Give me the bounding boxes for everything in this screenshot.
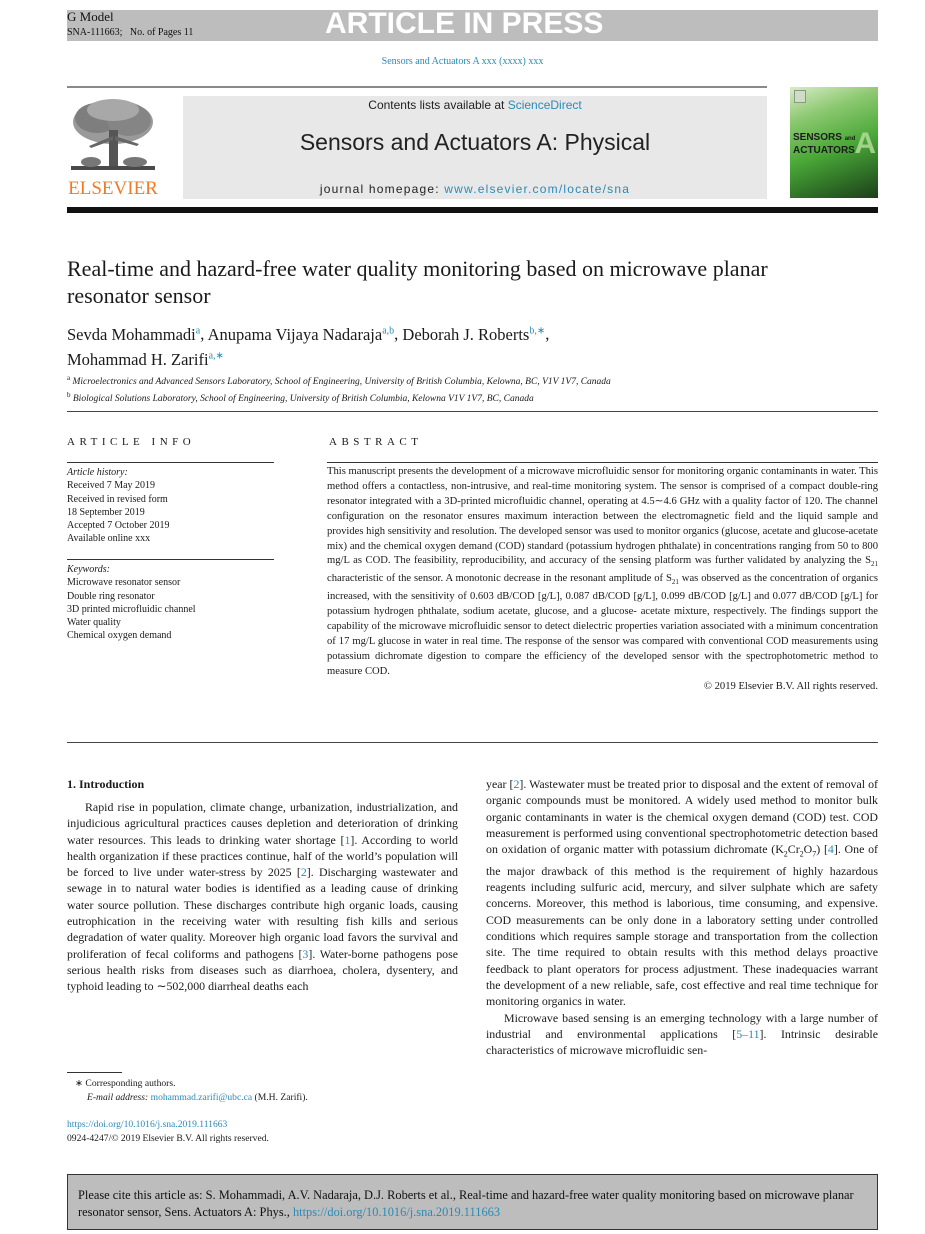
cover-logo-icon: [794, 90, 806, 103]
issn-copyright: 0924-4247/© 2019 Elsevier B.V. All rights reserved.: [67, 1133, 269, 1144]
g-model-label: G Model: [67, 9, 114, 24]
keyword-item: Double ring resonator: [67, 590, 155, 602]
body-column-left: [67, 799, 458, 995]
citation-link[interactable]: 5–11: [736, 1026, 760, 1041]
article-info-rule: [67, 462, 274, 463]
author-affiliation-mark[interactable]: b,∗: [529, 325, 546, 336]
abstract-text: This manuscript presents the development of a microwave microfluidic sensor for monitoring organic contaminants in water. This method offers a contactless, non-intrusive, and real-time monitoring system. The sensor is comprised of a compact double-ring resonator integrated with a 3D-printed microfluidic channel, operating at 4.5∼4.6 GHz with a quality factor of 120. The channel configuration on the resonator ensures maximum interaction between the electromagnetic field and the liquid sample and provides high sensitivity and resolution. The developed sensor was used to monitor organics (glucose, acetate and glucose-acetate mix) and the chemical oxygen demand (COD) standard (potassium hydrogen phthalate) in concentrations ranging from 50 to 800 mg/L as COD. The feasibility, reproducibility, and accuracy of the sensing platform was further validated by analyzing the $S_{21}$ characteristic of the sensor. A monotonic decrease in the resonant amplitude of $S_{21}$ was observed as the concentration of organics increased, with the sensitivity of 0.603 dB/COD [g/L], 0.087 dB/COD [g/L], 0.099 dB/COD [g/L] and 0.077 dB/COD [g/L] for potassium hydrogen phthalate, sodium acetate, glucose, and a glucose- acetate mixture, respectively. The findings support the capability of the microwave microfluidic sensor to detect dielectric properties variation associated with a minimum concentration of 17 mg/L glucose in water in real time. The response of the sensor was compared with conventional COD measurements using potassium dichromate digestion to compare the efficiency of the developed sensor with the spectrophotometric method to measure COD. © 2019 Elsevier B.V. All rights reserved.: [327, 465, 878, 695]
journal-masthead: [183, 96, 767, 199]
abstract-divider: [67, 742, 878, 743]
email-line: E-mail address: mohammad.zarifi@ubc.ca (M.H. Zarifi).: [87, 1091, 308, 1103]
elsevier-logo[interactable]: [67, 96, 159, 200]
abstract-copyright: © 2019 Elsevier B.V. All rights reserved.: [703, 680, 878, 692]
author-affiliation-mark[interactable]: a,∗: [208, 350, 224, 362]
citation-link[interactable]: 3: [302, 946, 309, 961]
history-item: Available online xxx: [67, 533, 151, 545]
corresponding-authors-note: ∗ Corresponding authors.: [75, 1078, 176, 1089]
author[interactable]: Mohammad H. Zarifi$^{a,∗}$: [67, 350, 224, 369]
citation-box: [67, 1174, 878, 1230]
contents-available-line: Contents lists available at ScienceDirect: [368, 98, 582, 112]
keyword-item: Water quality: [67, 617, 121, 629]
intro-paragraph: Microwave based sensing is an emerging technology with a large number of industrial and environmental applications [5–11]. Intrinsic desirable characteristics of microwave microfluidic sen-: [486, 1010, 879, 1058]
section-heading-introduction: 1. Introduction: [67, 777, 145, 791]
citation-link[interactable]: 2: [300, 865, 307, 880]
author-list: Sevda Mohammadi$^a$, Anupama Vijaya Nadaraja$^{a,b}$, Deborah J. Roberts$^{b,∗}$, Mohammad H. Zarifi$^{a,∗}$: [67, 324, 550, 369]
email-link[interactable]: mohammad.zarifi@ubc.ca: [150, 1091, 253, 1103]
footnotes: [67, 1077, 467, 1104]
article-history: [67, 466, 277, 546]
citation-doi-link[interactable]: https://doi.org/10.1016/j.sna.2019.111663: [292, 1205, 501, 1219]
masthead-top-rule: [67, 86, 767, 88]
history-item: Received 7 May 2019: [67, 480, 156, 492]
affiliation-a: $^a$ Microelectronics and Advanced Sensors Laboratory, School of Engineering, University of British Columbia, Kelowna, BC, V1V 1V7, Canada: [67, 374, 611, 388]
author[interactable]: Anupama Vijaya Nadaraja$^{a,b}$: [207, 324, 395, 344]
page-count: No. of Pages 11: [129, 27, 194, 38]
citation-text: Please cite this article as: S. Mohammadi, A.V. Nadaraja, D.J. Roberts et al., Real-time and hazard-free water quality monitoring based on microwave planar resonator sensor, Sens. Actuators A: Phys., https://doi.org/10.1016/j.sna.2019.111663: [78, 1188, 854, 1219]
affiliations: [67, 372, 887, 406]
paper-title: Real-time and hazard-free water quality monitoring based on microwave planar resonator sensor: [67, 256, 768, 308]
citation-link[interactable]: 1: [344, 832, 351, 847]
author[interactable]: Sevda Mohammadi$^a$: [67, 324, 201, 344]
cover-title: SENSORS and ACTUATORS: [793, 132, 856, 156]
keyword-item: Microwave resonator sensor: [67, 577, 181, 589]
doi-link[interactable]: https://doi.org/10.1016/j.sna.2019.111663: [67, 1119, 228, 1130]
keyword-item: Chemical oxygen demand: [67, 630, 172, 642]
keywords: [67, 563, 277, 643]
history-item: Received in revised form: [67, 493, 168, 505]
elsevier-tree-icon: [69, 96, 157, 178]
author-affiliation-mark[interactable]: a,b: [382, 325, 395, 336]
citation-link[interactable]: 4: [827, 842, 834, 857]
abstract-heading: ABSTRACT: [329, 436, 423, 448]
header-divider: [67, 411, 878, 412]
keywords-label: Keywords:: [67, 564, 110, 575]
history-item: 18 September 2019: [67, 506, 145, 518]
journal-cover-image[interactable]: [790, 87, 878, 198]
masthead-bottom-rule: [67, 207, 878, 213]
body-column-right: [486, 776, 878, 1058]
article-history-label: Article history:: [67, 467, 128, 478]
article-in-press-label: ARTICLE IN PRESS: [325, 7, 604, 40]
keywords-rule: [67, 559, 274, 560]
history-item: Accepted 7 October 2019: [67, 520, 170, 532]
article-id: SNA-111663;: [67, 27, 123, 38]
footnote-rule: [67, 1072, 122, 1073]
author[interactable]: Deborah J. Roberts$^{b,∗}$: [402, 324, 546, 344]
article-id-line: [67, 26, 193, 39]
keyword-item: 3D printed microfluidic channel: [67, 603, 196, 615]
elsevier-wordmark: ELSEVIER: [68, 178, 158, 199]
article-info-heading: ARTICLE INFO: [67, 436, 196, 448]
journal-homepage-link[interactable]: www.elsevier.com/locate/sna: [444, 182, 631, 196]
cover-letter: A: [854, 127, 876, 160]
intro-paragraph-continued: year [2]. Wastewater must be treated prior to disposal and the extent of removal of organic compounds must be monitored. A widely used method to monitor bulk organic contaminants in water is the chemical oxygen demand (COD) test. COD measurement is performed using conventional spectrophotometric detection based on oxidation of organic matter with potassium dichromate $(K_2Cr_2O_7)$ [4]. One of the major drawback of this method is the requirement of highly hazardous reagents including sulfuric acid, mercury, and silver sulphate which are safety concerns. Moreover, this method is laborious, time consuming, and expensive. COD measurements can be only done in a laboratory setting under controlled conditions which requires sample storage and transportation from the collection site. The time required to obtain results with this method delays proactive feedback to plant operators for process adjustment. These inadequacies warrant the development of a new reliable, safe, cost effective and real time technique for monitoring organics in water.: [486, 777, 878, 1009]
intro-paragraph: Rapid rise in population, climate change, urbanization, industrialization, and injudicious agricultural practices causes depletion and deterioration of drinking water resources. This leads to drinking water shortage [1]. According to world health organization if these practices continue, half of the world’s population will be forced to live under water-stress by 2025 [2]. Discharging wastewater and sewage in to natural water bodies is identified as a leading cause of drinking water source pollution. These discharges contribute high organic loads, causing eutrophication in the receiving water with resulting fish kills and serious degradation of water quality. Moreover high organic load favors the survival and proliferation of fecal coliforms and pathogens [3]. Water-borne pathogens pose serious health risks from diseases such as diarrhoea, cholera, dysentery, and typhoid leading to ∼502,000 diarrheal deaths each: [67, 800, 458, 994]
journal-homepage-line: journal homepage: www.elsevier.com/locate/sna: [319, 182, 631, 196]
abstract-rule: [327, 462, 878, 463]
citation-link[interactable]: 2: [513, 777, 520, 791]
author-affiliation-mark[interactable]: a: [195, 325, 201, 336]
journal-reference-link[interactable]: Sensors and Actuators A xxx (xxxx) xxx: [381, 56, 544, 67]
affiliation-b: $^b$ Biological Solutions Laboratory, School of Engineering, University of British Columbia, Kelowna V1V 1V7, BC, Canada: [67, 391, 534, 405]
journal-title: Sensors and Actuators A: Physical: [299, 129, 651, 155]
sciencedirect-link[interactable]: ScienceDirect: [507, 98, 582, 112]
